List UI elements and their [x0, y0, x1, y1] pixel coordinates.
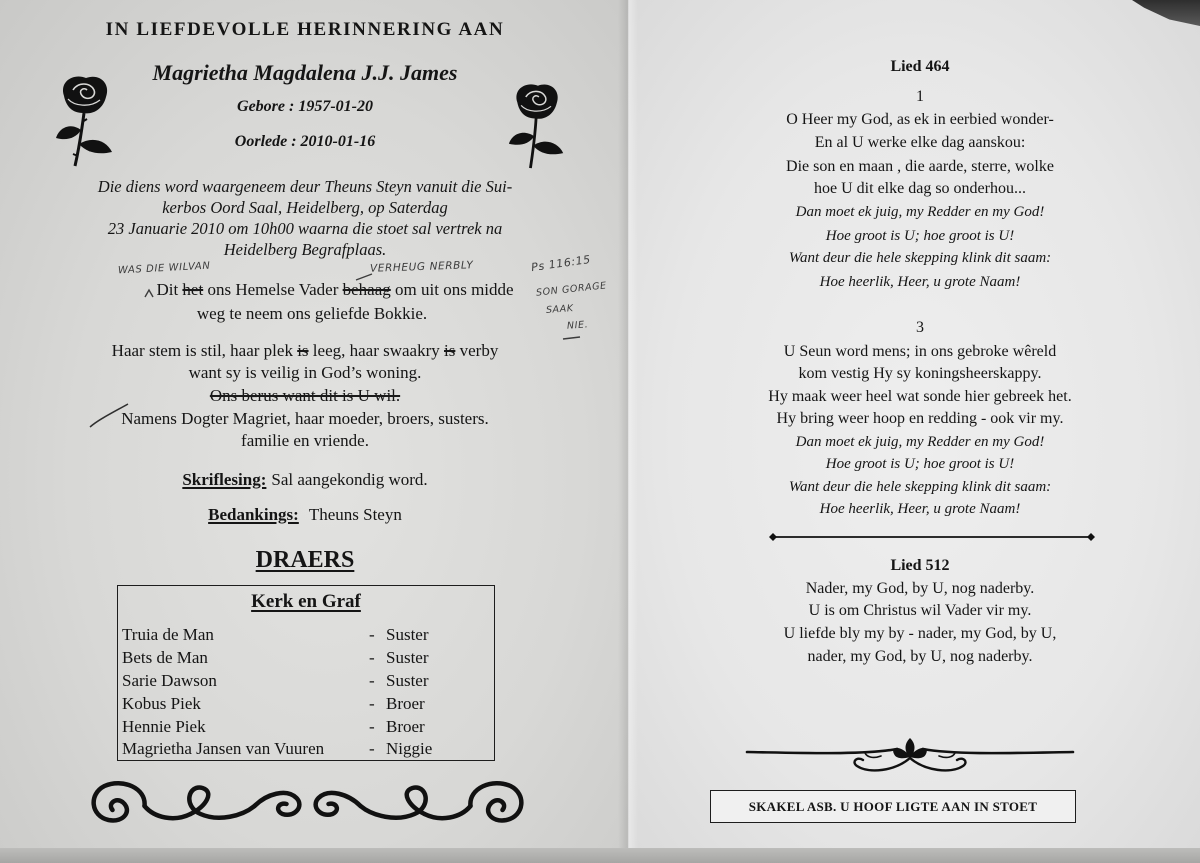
thanks: [40, 506, 570, 523]
hymn-464-title: Lied 464: [890, 58, 950, 75]
service-line-1: Die diens word waargeneem deur Theuns Steyn vanuit die Sui-: [97, 177, 513, 196]
bearer-row: [118, 740, 494, 758]
bearer-name: Kobus Piek: [122, 694, 201, 713]
headlights-notice: SKAKEL ASB. U HOOF LIGTE AAN IN STOET: [748, 799, 1038, 814]
tribute-text: verby: [455, 341, 499, 360]
tribute-line-4: want sy is veilig in God’s woning.: [188, 363, 422, 382]
verse-line: Hy maak weer heel wat sonde hier gebreek het.: [768, 388, 1072, 405]
service-line-3: 23 Januarie 2010 om 10h00 waarna die stoet sal vertrek na: [107, 219, 503, 238]
tribute-text: Dit: [156, 280, 183, 299]
thanks-label: Bedankings:: [208, 505, 299, 524]
refrain-line: Want deur die hele skepping klink dit saam:: [788, 250, 1052, 266]
bearer-dash: -: [369, 694, 375, 713]
tribute-text: om uit ons midde: [390, 280, 514, 299]
bearer-row: [118, 718, 494, 736]
deceased-name: Magrietha Magdalena J.J. James: [152, 60, 458, 85]
hymn-512-title: Lied 512: [890, 557, 950, 574]
right-page: [628, 0, 1200, 863]
bearer-relation: Suster: [386, 671, 429, 690]
refrain-line: Hoe groot is U; hoe groot is U!: [825, 456, 1015, 472]
tribute-line-3: [40, 342, 570, 359]
verse-number: 3: [916, 319, 924, 336]
struck-word: behaag: [342, 280, 391, 299]
verse-number: 1: [916, 88, 924, 105]
verse-line: Hy bring weer hoop en redding - ook vir my.: [776, 410, 1064, 427]
hymn-512-line: U liefde bly my by - nader, my God, by U,: [783, 625, 1057, 642]
bearers-heading: DRAERS: [255, 547, 355, 573]
hymn-512-line: nader, my God, by U, nog naderby.: [807, 648, 1033, 665]
tribute-line-5-struck: Ons berus want dit is U wil.: [209, 386, 401, 405]
bearer-name: Bets de Man: [122, 648, 208, 667]
bearer-name: Hennie Piek: [122, 717, 206, 736]
refrain-line: Hoe groot is U; hoe groot is U!: [825, 228, 1015, 244]
bearer-row: [118, 626, 494, 644]
page-fold: [618, 0, 638, 863]
refrain-line: Dan moet ek juig, my Redder en my God!: [795, 204, 1045, 220]
handwritten-psalm-reference: Ps 116:15: [530, 252, 592, 275]
rose-right-icon: [508, 78, 566, 172]
refrain-line: Hoe heerlik, Heer, u grote Naam!: [819, 501, 1021, 517]
bearer-name: Sarie Dawson: [122, 671, 217, 690]
death-date: Oorlede : 2010-01-16: [234, 133, 376, 150]
bearer-name: Magrietha Jansen van Vuuren: [122, 739, 325, 758]
scripture-reading: [40, 471, 570, 488]
bearer-row: [118, 649, 494, 667]
bearer-dash: -: [369, 739, 375, 758]
struck-word: het: [182, 280, 204, 299]
bearer-relation: Suster: [386, 648, 429, 667]
verse-line: hoe U dit elke dag so onderhou...: [814, 180, 1026, 197]
handwritten-note-above-het: WAS DIE WILVAN: [117, 260, 211, 277]
photo-bottom-edge: [0, 848, 1200, 863]
handwritten-margin-note-2: SAAK: [545, 303, 575, 316]
tribute-line-2: weg te neem ons geliefde Bokkie.: [196, 304, 428, 323]
bearer-dash: -: [369, 717, 375, 736]
struck-word: is: [297, 341, 309, 360]
refrain-line: Hoe heerlik, Heer, u grote Naam!: [819, 274, 1021, 290]
handwritten-margin-note-1: SON GORAGE: [535, 280, 608, 299]
tribute-text: leeg, haar swaakry: [308, 341, 445, 360]
handwritten-marks-icon: [0, 0, 1, 1]
ornament-left-half: [94, 783, 300, 820]
bearer-dash: -: [369, 648, 375, 667]
verse-line: Die son en maan , die aarde, sterre, wolke: [786, 158, 1054, 175]
tribute-text: ons Hemelse Vader: [203, 280, 343, 299]
birth-date: Gebore : 1957-01-20: [237, 98, 373, 115]
refrain-line: Dan moet ek juig, my Redder en my God!: [795, 434, 1045, 450]
bearer-relation: Niggie: [386, 739, 433, 758]
tribute-line-7: familie en vriende.: [241, 431, 369, 450]
bearer-relation: Broer: [386, 694, 425, 713]
verse-line: U Seun word mens; in ons gebroke wêreld: [783, 343, 1057, 360]
rose-left-icon: [54, 72, 116, 168]
service-line-2: kerbos Oord Saal, Heidelberg, op Saterdag: [162, 198, 448, 217]
memorial-header: IN LIEFDEVOLLE HERINNERING AAN: [105, 19, 505, 40]
bearer-relation: Broer: [386, 717, 425, 736]
scripture-reading-label: Skriflesing:: [182, 470, 267, 489]
hymn-512-line: Nader, my God, by U, nog naderby.: [805, 580, 1035, 597]
refrain-line: Want deur die hele skepping klink dit saam:: [788, 479, 1052, 495]
bearer-row: [118, 672, 494, 690]
thanks-value: Theuns Steyn: [308, 505, 402, 524]
handwritten-margin-note-3: NIE.: [566, 319, 589, 332]
bearer-dash: -: [369, 625, 375, 644]
fleur-de-lis-ornament-icon: [745, 737, 1075, 779]
bearers-box: [117, 585, 495, 761]
diamond-divider-icon: [768, 531, 1096, 543]
verse-line: O Heer my God, as ek in eerbied wonder-: [786, 111, 1054, 128]
hymn-512-line: U is om Christus wil Vader vir my.: [808, 602, 1032, 619]
scripture-reading-value: Sal aangekondig word.: [271, 470, 428, 489]
tribute-line-1: [70, 281, 600, 298]
scroll-ornament-left-icon: [80, 772, 535, 834]
struck-word: is: [444, 341, 456, 360]
ornament-right-half: [316, 783, 522, 820]
service-line-4: Heidelberg Begrafplaas.: [223, 240, 387, 259]
handwritten-note-above-behaag: VERHEUG NERBLY: [369, 259, 474, 275]
bearer-dash: -: [369, 671, 375, 690]
bearer-relation: Suster: [386, 625, 429, 644]
verse-line: kom vestig Hy sy koningsheerskappy.: [798, 365, 1042, 382]
tribute-text: Haar stem is stil, haar plek: [111, 341, 298, 360]
notice-box: [710, 790, 1076, 823]
tribute-line-6: Namens Dogter Magriet, haar moeder, broers, susters.: [121, 409, 489, 428]
bearer-row: [118, 695, 494, 713]
bearer-name: Truia de Man: [122, 625, 214, 644]
bearers-box-title: Kerk en Graf: [251, 591, 361, 612]
verse-line: En al U werke elke dag aanskou:: [814, 134, 1026, 151]
